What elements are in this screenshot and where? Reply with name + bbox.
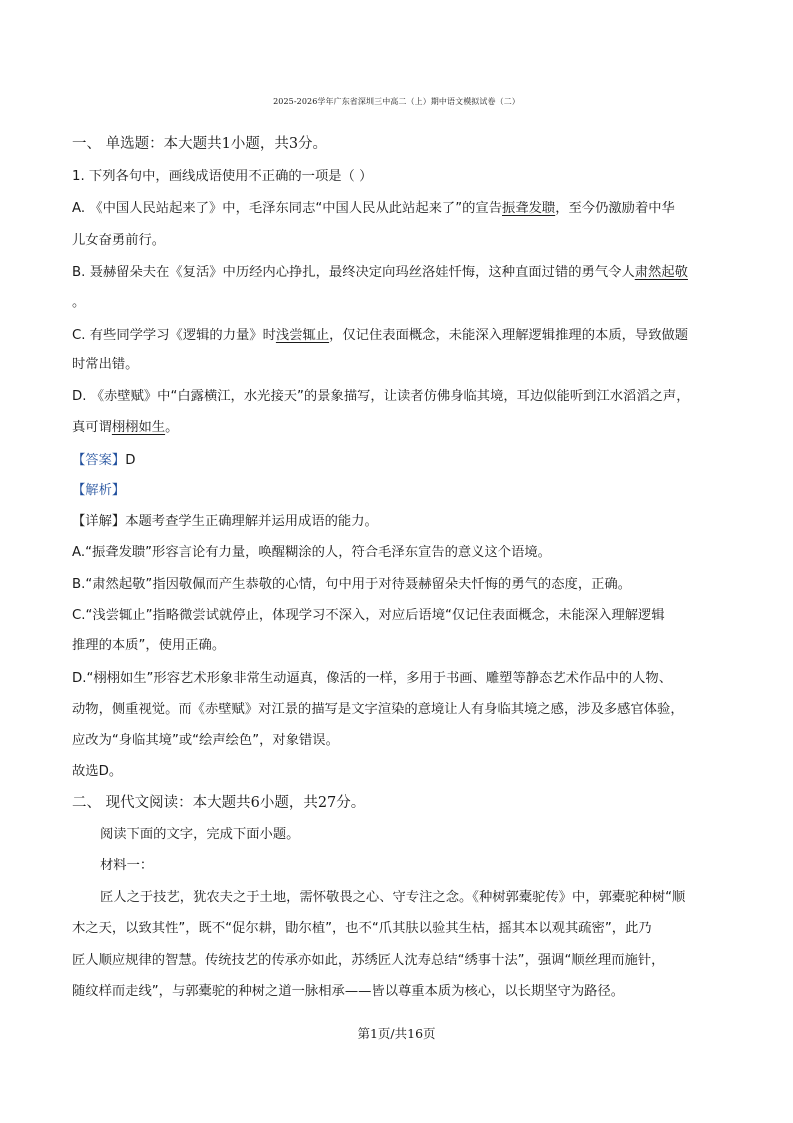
detail-intro bbox=[72, 512, 732, 532]
reading-instruction: 阅读下面的文字，完成下面小题。 bbox=[100, 827, 300, 842]
detail-d-cont: 动物，侧重视觉。而《赤壁赋》对江景的描写是文字渲染的意境让人有身临其境之感，涉及多感官体验， bbox=[72, 702, 684, 717]
detail-c-cont: 推理的本质”，使用正确。 bbox=[72, 638, 226, 653]
option-b bbox=[72, 263, 732, 283]
option-d-text-end: 。 bbox=[165, 420, 179, 435]
option-b-text: B. 聂赫留朵夫在《复活》中历经内心挣扎，最终决定向玛丝洛娃忏悔，这种直面过错的勇气令人 bbox=[72, 265, 635, 280]
answer-value: D bbox=[125, 453, 136, 468]
detail-c: C.“浅尝辄止”指略微尝试就停止，体现学习不深入，对应后语境“仅记住表面概念，未能深入理解逻辑 bbox=[72, 608, 665, 623]
option-a-text: A. 《中国人民站起来了》中，毛泽东同志“中国人民从此站起来了”的宣告 bbox=[72, 201, 502, 216]
material-label: 材料一： bbox=[100, 858, 154, 873]
detail-a: A.“振聋发聩”形容言论有力量，唤醒糊涂的人，符合毛泽东宣告的意义这个语境。 bbox=[72, 545, 551, 560]
option-c-cont: 时常出错。 bbox=[72, 357, 139, 372]
option-a-text-end: ，至今仍激励着中华 bbox=[555, 201, 675, 216]
detail-intro-text: 本题考查学生正确理解并运用成语的能力。 bbox=[125, 514, 378, 529]
section-2-heading: 二、 现代文阅读：本大题共6小题，共27分。 bbox=[72, 795, 366, 811]
analysis-line bbox=[72, 481, 732, 501]
page-title: 2025-2026学年广东省深圳三中高二（上）期中语文模拟试卷（二） bbox=[273, 97, 520, 106]
option-a-idiom: 振聋发聩 bbox=[502, 201, 556, 216]
detail-conclusion: 故选D。 bbox=[72, 764, 123, 779]
question-1-stem: 1. 下列各句中，画线成语使用不正确的一项是（ ） bbox=[72, 169, 373, 184]
section-1-heading: 一、 单选题：本大题共1小题，共3分。 bbox=[72, 136, 328, 152]
option-b-idiom: 肃然起敬 bbox=[634, 265, 688, 280]
analysis-tag: 【解析】 bbox=[72, 483, 126, 498]
option-d-idiom: 栩栩如生 bbox=[111, 420, 166, 435]
option-c-idiom: 浅尝辄止 bbox=[275, 328, 330, 343]
material-paragraph-line: 木之天，以致其性”，既不“促尔耕，勖尔植”，也不“爪其肤以验其生枯，摇其本以观其疏密”，此乃 bbox=[72, 921, 652, 936]
option-c bbox=[72, 326, 732, 346]
detail-b: B.“肃然起敬”指因敬佩而产生恭敬的心情，句中用于对待聂赫留朵夫忏悔的勇气的态度，正确。 bbox=[72, 577, 631, 592]
option-c-text: C. 有些同学学习《逻辑的力量》时 bbox=[72, 328, 276, 343]
option-a-cont: 儿女奋勇前行。 bbox=[72, 233, 166, 248]
answer-tag: 【答案】 bbox=[72, 453, 126, 468]
material-paragraph-line: 匠人顺应规律的智慧。传统技艺的传承亦如此，苏绣匠人沈寿总结“绣事十法”，强调“顺丝理而施针， bbox=[72, 953, 665, 968]
detail-d-cont-2: 应改为“身临其境”或“绘声绘色”，对象错误。 bbox=[72, 733, 339, 748]
option-d-text: 真可谓 bbox=[72, 420, 112, 435]
option-c-text-end: ，仅记住表面概念，未能深入理解逻辑推理的本质，导致做题 bbox=[329, 328, 689, 343]
page-number: 第1页/共16页 bbox=[357, 1026, 436, 1041]
detail-d: D.“栩栩如生”形容艺术形象非常生动逼真，像活的一样，多用于书画、雕塑等静态艺术作品中的人物、 bbox=[72, 671, 673, 686]
option-a bbox=[72, 199, 732, 219]
option-b-cont: 。 bbox=[72, 295, 86, 310]
answer-line bbox=[72, 451, 732, 471]
material-paragraph-line: 匠人之于技艺，犹农夫之于土地，需怀敬畏之心、守专注之念。《种树郭橐驼传》中，郭橐驼种树“顺 bbox=[100, 890, 686, 905]
detail-tag: 【详解】 bbox=[72, 514, 126, 529]
option-d: D. 《赤壁赋》中“白露横江，水光接天”的景象描写，让读者仿佛身临其境，耳边似能听到江水滔滔之声， bbox=[72, 389, 690, 404]
material-paragraph-line: 随纹样而走线”，与郭橐驼的种树之道一脉相承——皆以尊重本质为核心，以长期坚守为路径。 bbox=[72, 984, 625, 999]
option-d-cont bbox=[72, 418, 732, 438]
